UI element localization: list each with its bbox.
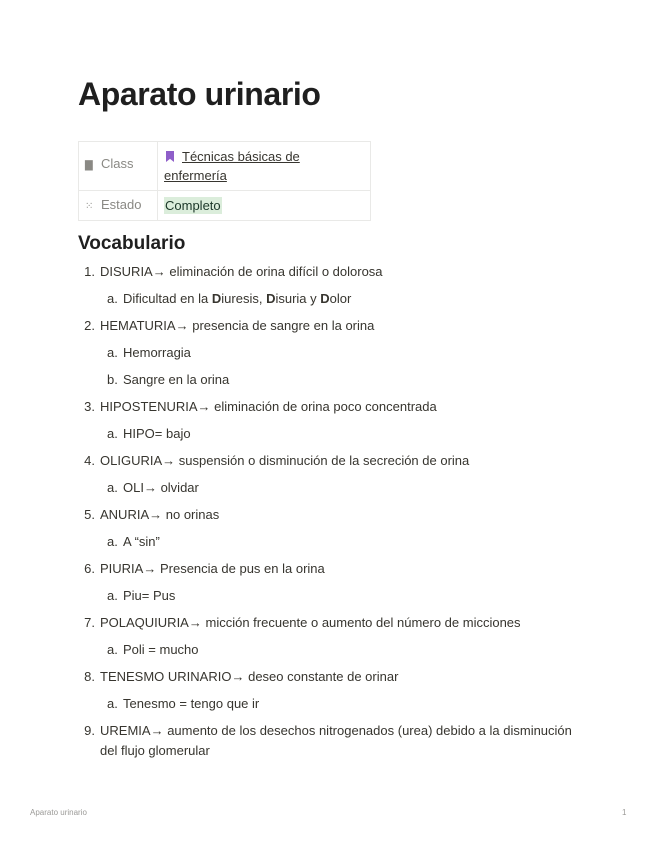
vocabulary-list: [78, 262, 578, 768]
sub-list-item: [78, 424, 578, 444]
list-item-definition: deseo constante de orinar: [248, 669, 399, 684]
section-heading: Vocabulario: [78, 233, 186, 254]
sub-list-item-letter: a.: [107, 345, 118, 360]
footer-page-number: 1: [622, 808, 627, 817]
arrow-icon: →: [152, 264, 170, 279]
page-title: Aparato urinario: [78, 76, 321, 112]
arrow-icon: →: [149, 507, 166, 522]
list-item-term: HEMATURIA: [100, 318, 176, 333]
property-row-estado: [79, 191, 371, 221]
sub-list-item-text: Poli = mucho: [123, 642, 199, 657]
property-value-estado[interactable]: [158, 191, 371, 221]
property-key-class: [79, 142, 158, 191]
list-item-definition: suspensión o disminución de la secreción de orina: [178, 453, 470, 468]
sub-list-item-letter: a.: [107, 534, 118, 549]
properties-table: [78, 141, 371, 221]
list-item: [78, 613, 578, 633]
property-key-estado: [79, 191, 158, 221]
sub-list-item: [78, 289, 578, 309]
list-item-number: 2.: [84, 318, 95, 333]
sub-list-item-text: Tenesmo = tengo que ir: [123, 696, 260, 711]
sub-list-item: [78, 694, 578, 714]
list-item-term: POLAQUIURIA: [100, 615, 189, 630]
sub-list-item-text: A “sin”: [123, 534, 160, 549]
list-item-term: OLIGURIA: [100, 453, 163, 468]
list-item-number: 9.: [84, 723, 95, 738]
sub-list-item-text: iuresis,: [221, 291, 267, 306]
sub-list-item-letter: b.: [107, 372, 118, 387]
list-item-definition: eliminación de orina difícil o dolorosa: [169, 264, 383, 279]
arrow-icon: →: [231, 669, 249, 684]
sub-list-item-text: Sangre en la orina: [123, 372, 230, 387]
sub-list-item-letter: a.: [107, 588, 118, 603]
sub-list-item-letter: a.: [107, 291, 118, 306]
book-icon: ▇: [85, 160, 93, 171]
property-value-class[interactable]: [158, 142, 371, 191]
arrow-icon: →: [150, 723, 168, 738]
sub-list-item-text: olor: [329, 291, 352, 306]
list-item-term: PIURIA: [100, 561, 144, 576]
arrow-icon: →: [162, 453, 179, 468]
list-item-definition: no orinas: [165, 507, 220, 522]
loading-icon: ⁙: [85, 201, 94, 212]
sub-list-item: [78, 343, 578, 363]
list-item: [78, 559, 578, 579]
arrow-icon: →: [188, 615, 206, 630]
class-link[interactable]: Técnicas básicas de enfermería: [164, 149, 300, 183]
property-row-class: [79, 142, 371, 191]
list-item-number: 7.: [84, 615, 95, 630]
list-item-definition: aumento de los desechos nitrogenados (urea) debido a la disminución del flujo glomerular: [100, 723, 572, 758]
sub-list-item-text: HIPO= bajo: [123, 426, 191, 441]
list-item-term: ANURIA: [100, 507, 150, 522]
list-item-definition: eliminación de orina poco concentrada: [214, 399, 437, 414]
arrow-icon: →: [143, 561, 160, 576]
list-item-number: 5.: [84, 507, 95, 522]
list-item-term: TENESMO URINARIO: [100, 669, 232, 684]
sub-list-item-letter: a.: [107, 426, 118, 441]
list-item: [78, 505, 578, 525]
list-item-definition: Presencia de pus en la orina: [159, 561, 325, 576]
sub-list-item-letter: a.: [107, 696, 118, 711]
sub-list-item-text: Dificultad en la: [123, 291, 212, 306]
list-item: [78, 316, 578, 336]
list-item-definition: presencia de sangre en la orina: [192, 318, 375, 333]
sub-list-item-text: isuria y: [275, 291, 321, 306]
list-item: [78, 667, 578, 687]
list-item-term: DISURIA: [100, 264, 153, 279]
list-item-number: 8.: [84, 669, 95, 684]
bold-letter: D: [320, 291, 330, 306]
sub-list-item: [78, 586, 578, 606]
property-label: Class: [101, 156, 134, 171]
list-item-number: 4.: [84, 453, 95, 468]
arrow-icon: →: [175, 318, 193, 333]
list-item-term: UREMIA: [100, 723, 151, 738]
bold-letter: D: [266, 291, 276, 306]
status-badge[interactable]: Completo: [165, 198, 221, 213]
list-item-number: 3.: [84, 399, 95, 414]
sub-list-item: [78, 532, 578, 552]
list-item: [78, 397, 578, 417]
sub-list-item-text: Piu= Pus: [123, 588, 176, 603]
property-label: Estado: [101, 197, 142, 212]
sub-list-item: [78, 640, 578, 660]
list-item-number: 6.: [84, 561, 95, 576]
arrow-icon: →: [197, 399, 215, 414]
bold-letter: D: [211, 291, 222, 306]
list-item-number: 1.: [84, 264, 95, 279]
bookmark-icon: [166, 151, 174, 162]
sub-list-item-letter: a.: [107, 480, 118, 495]
list-item-definition: micción frecuente o aumento del número de micciones: [205, 615, 521, 630]
sub-list-item: [78, 370, 578, 390]
list-item: [78, 721, 578, 761]
list-item-term: HIPOSTENURIA: [100, 399, 198, 414]
footer-title: Aparato urinario: [30, 808, 87, 817]
list-item: [78, 451, 578, 471]
sub-list-item-letter: a.: [107, 642, 118, 657]
list-item: [78, 262, 578, 282]
sub-list-item-text: OLI→ olvidar: [123, 480, 199, 495]
sub-list-item: [78, 478, 578, 498]
sub-list-item-text: Hemorragia: [123, 345, 191, 360]
